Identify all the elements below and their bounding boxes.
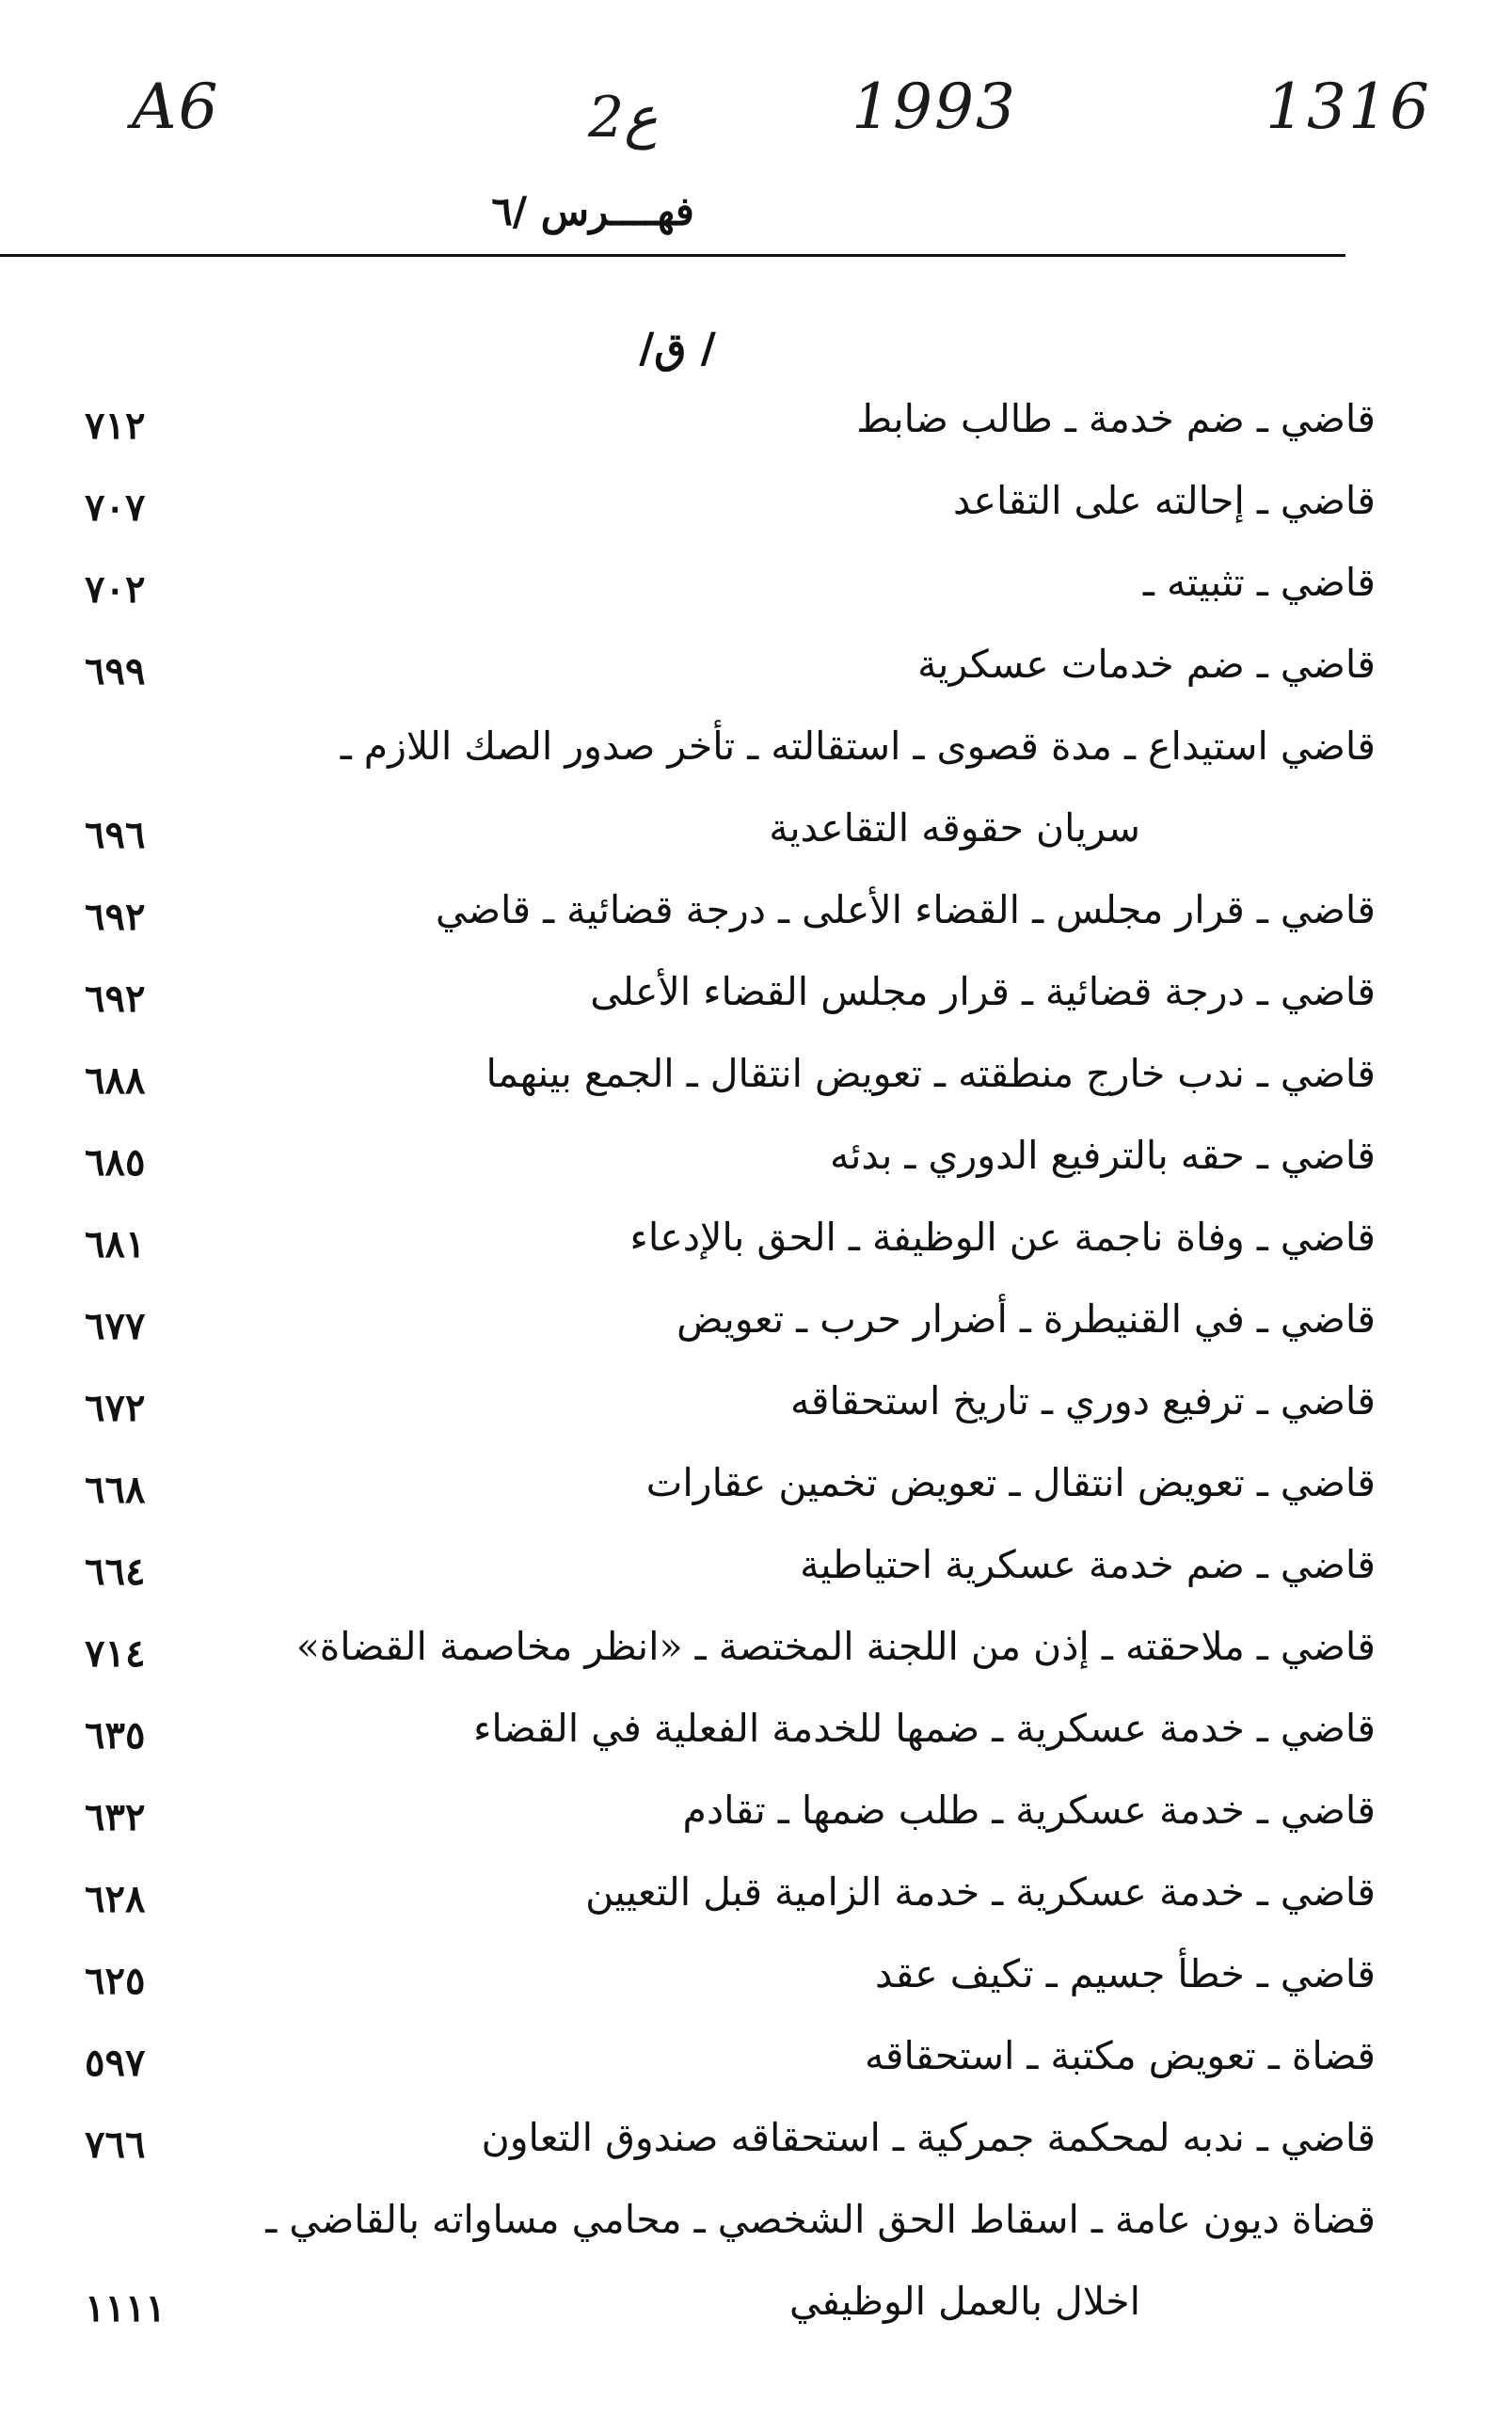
index-entry: [0, 1286, 1512, 1368]
index-entry: [0, 1614, 1512, 1695]
index-entry: [0, 549, 1512, 631]
index-entry-page-number: ٦٩٢: [85, 977, 146, 1021]
index-entry-text: قاضي ـ في القنيطرة ـ أضرار حرب ـ تعويض: [676, 1296, 1376, 1342]
handwritten-annotation-year: 1993: [851, 71, 1017, 143]
index-entry: [0, 1041, 1512, 1122]
index-entry-text: قاضي ـ ضم خدمات عسكرية: [917, 642, 1376, 687]
index-entry: [0, 795, 1512, 877]
index-entry: [0, 2023, 1512, 2105]
index-entry: [0, 386, 1512, 468]
index-entry: [0, 1777, 1512, 1859]
index-entry-text: قاضي ـ خدمة عسكرية ـ طلب ضمها ـ تقادم: [682, 1788, 1376, 1833]
index-entry-text: سريان حقوقه التقاعدية: [769, 805, 1140, 851]
index-entry: [0, 1859, 1512, 1941]
index-entry: [0, 1941, 1512, 2023]
index-entry-page-number: ١١١١: [85, 2286, 166, 2330]
index-entry-text: اخلال بالعمل الوظيفي: [789, 2279, 1140, 2324]
index-entry: [0, 631, 1512, 713]
index-entry-page-number: ٦٦٨: [85, 1468, 146, 1512]
index-entry-page-number: ٥٩٧: [85, 2041, 146, 2085]
index-entry: [0, 1450, 1512, 1532]
index-entry: [0, 1532, 1512, 1614]
index-entry: [0, 1368, 1512, 1450]
index-entry-page-number: ٦٣٥: [85, 1713, 146, 1757]
index-entry-text: قاضي ـ تثبيته ـ: [1142, 560, 1376, 605]
handwritten-annotation-left: A6: [132, 71, 220, 143]
index-entry-page-number: ٦٨٥: [85, 1140, 146, 1185]
index-entry-page-number: ٦٩٩: [85, 649, 146, 693]
index-entry-page-number: ٧١٢: [85, 404, 146, 448]
index-entry-text: قاضي ـ درجة قضائية ـ قرار مجلس القضاء الأعلى: [590, 969, 1376, 1014]
index-entry-page-number: ٦٧٢: [85, 1386, 146, 1430]
index-entry-page-number: ٧٠٧: [85, 485, 146, 530]
index-entry: [0, 2105, 1512, 2186]
index-entry-page-number: ٧٦٦: [85, 2123, 146, 2167]
index-entry-page-number: ٦٢٨: [85, 1877, 146, 1921]
index-entry-page-number: ٦٨١: [85, 1222, 146, 1266]
index-entry-text: قاضي ـ خطأ جسيم ـ تكيف عقد: [875, 1951, 1376, 1996]
index-entry: [0, 959, 1512, 1041]
index-entry-page-number: ٦٩٢: [85, 895, 146, 939]
index-entry-text: قاضي ـ ضم خدمة ـ طالب ضابط: [856, 396, 1376, 441]
index-entry-text: قاضي ـ ملاحقته ـ إذن من اللجنة المختصة ـ «انظر مخاصمة القضاة»: [295, 1624, 1376, 1669]
index-entry-text: قاضي ـ ندب خارج منطقته ـ تعويض انتقال ـ الجمع بينهما: [485, 1051, 1376, 1096]
index-entry-page-number: ٦٨٨: [85, 1058, 146, 1103]
index-entry-text: قاضي استيداع ـ مدة قصوى ـ استقالته ـ تأخر صدور الصك اللازم ـ: [340, 724, 1376, 769]
header-divider: [0, 254, 1345, 257]
index-entry-text: قضاة ـ تعويض مكتبة ـ استحقاقه: [864, 2033, 1376, 2078]
index-entry-text: قاضي ـ خدمة عسكرية ـ ضمها للخدمة الفعلية في القضاء: [473, 1706, 1376, 1751]
index-entry-text: قاضي ـ حقه بالترفيع الدوري ـ بدئه: [830, 1133, 1376, 1178]
index-entry: [0, 713, 1512, 795]
index-entry: [0, 1204, 1512, 1286]
index-entry-page-number: ٧١٤: [85, 1631, 146, 1676]
index-entry-text: قاضي ـ قرار مجلس ـ القضاء الأعلى ـ درجة قضائية ـ قاضي: [436, 887, 1376, 932]
index-entries: [0, 386, 1512, 2350]
index-entry-page-number: ٦٦٤: [85, 1550, 146, 1594]
index-entry: [0, 1695, 1512, 1777]
index-entry: [0, 2268, 1512, 2350]
index-entry: [0, 468, 1512, 549]
index-entry-page-number: ٦٩٦: [85, 813, 146, 857]
index-entry-text: قاضي ـ تعويض انتقال ـ تعويض تخمين عقارات: [645, 1460, 1376, 1505]
index-entry-text: قاضي ـ وفاة ناجمة عن الوظيفة ـ الحق بالإدعاء: [629, 1215, 1376, 1260]
index-entry-text: قاضي ـ ندبه لمحكمة جمركية ـ استحقاقه صندوق التعاون: [481, 2115, 1376, 2160]
index-entry: [0, 2186, 1512, 2268]
index-entry-text: قضاة ديون عامة ـ اسقاط الحق الشخصي ـ محامي مساواته بالقاضي ـ: [265, 2197, 1376, 2242]
handwritten-annotation-mid1: 2ع: [588, 85, 658, 151]
index-entry-page-number: ٧٠٢: [85, 567, 146, 612]
index-entry-page-number: ٦٧٧: [85, 1304, 146, 1348]
index-entry: [0, 877, 1512, 959]
index-entry-page-number: ٦٢٥: [85, 1959, 146, 2003]
index-entry-text: قاضي ـ ترفيع دوري ـ تاريخ استحقاقه: [789, 1378, 1376, 1423]
index-entry-text: قاضي ـ خدمة عسكرية ـ خدمة الزامية قبل التعيين: [585, 1869, 1376, 1915]
page-title: فهــــرس /٦: [491, 188, 694, 234]
handwritten-annotation-right: 1316: [1265, 71, 1431, 143]
index-entry-page-number: ٦٣٢: [85, 1795, 146, 1839]
index-entry-text: قاضي ـ ضم خدمة عسكرية احتياطية: [800, 1542, 1376, 1587]
index-entry-text: قاضي ـ إحالته على التقاعد: [953, 478, 1376, 523]
index-entry: [0, 1122, 1512, 1204]
section-letter: / ق/: [639, 325, 716, 373]
